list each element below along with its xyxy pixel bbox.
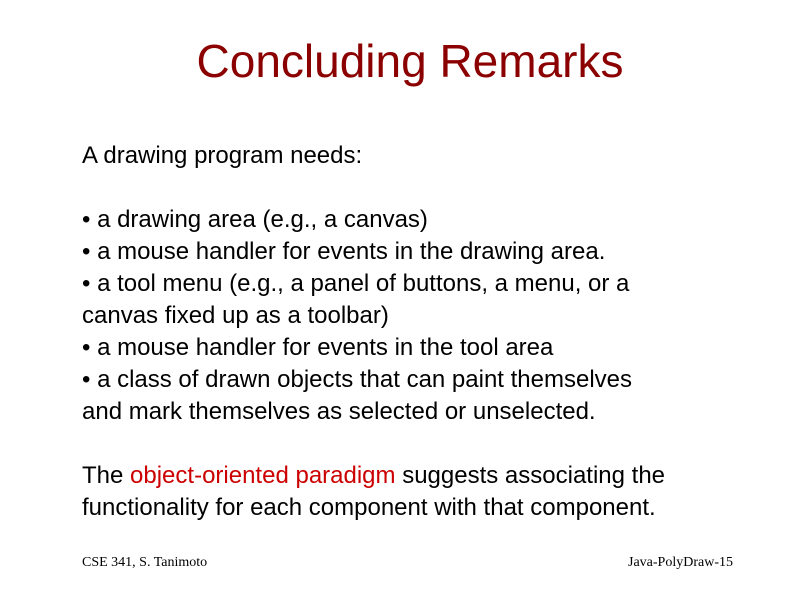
highlighted-term: object-oriented paradigm: [130, 462, 396, 489]
paragraph-gap: [82, 172, 762, 204]
bullet-line: • a drawing area (e.g., a canvas): [82, 206, 428, 233]
bullet-line: • a tool menu (e.g., a panel of buttons, a menu, or a: [82, 270, 630, 297]
intro-line: A drawing program needs:: [82, 142, 363, 169]
footer-course-author: CSE 341, S. Tanimoto: [82, 555, 208, 570]
bullet-line-continuation: canvas fixed up as a toolbar): [82, 302, 389, 329]
bullet-line: • a class of drawn objects that can paint themselves: [82, 366, 633, 393]
bullet-item-mouse-handler-tool: [82, 332, 762, 364]
conclusion-line-2: functionality for each component with that component.: [82, 494, 656, 521]
conclusion-text: [82, 460, 762, 524]
paragraph-gap: [82, 428, 762, 460]
bullet-list: [82, 204, 762, 428]
bullet-item-drawn-objects: [82, 364, 762, 428]
bullet-item-mouse-handler-drawing: [82, 236, 762, 268]
conclusion-suffix: suggests associating the: [395, 462, 666, 489]
footer-slide-id: Java-PolyDraw-15: [628, 555, 733, 570]
slide-body: [82, 140, 762, 524]
bullet-line-continuation: and mark themselves as selected or unselected.: [82, 398, 596, 425]
bullet-line: • a mouse handler for events in the tool area: [82, 334, 554, 361]
bullet-item-drawing-area: [82, 204, 762, 236]
conclusion-line-1: [82, 460, 762, 492]
slide-title: Concluding Remarks: [196, 35, 624, 87]
bullet-line: • a mouse handler for events in the drawing area.: [82, 238, 606, 265]
conclusion-prefix: The: [82, 462, 131, 489]
intro-text: [82, 140, 762, 172]
bullet-item-tool-menu: [82, 268, 762, 332]
